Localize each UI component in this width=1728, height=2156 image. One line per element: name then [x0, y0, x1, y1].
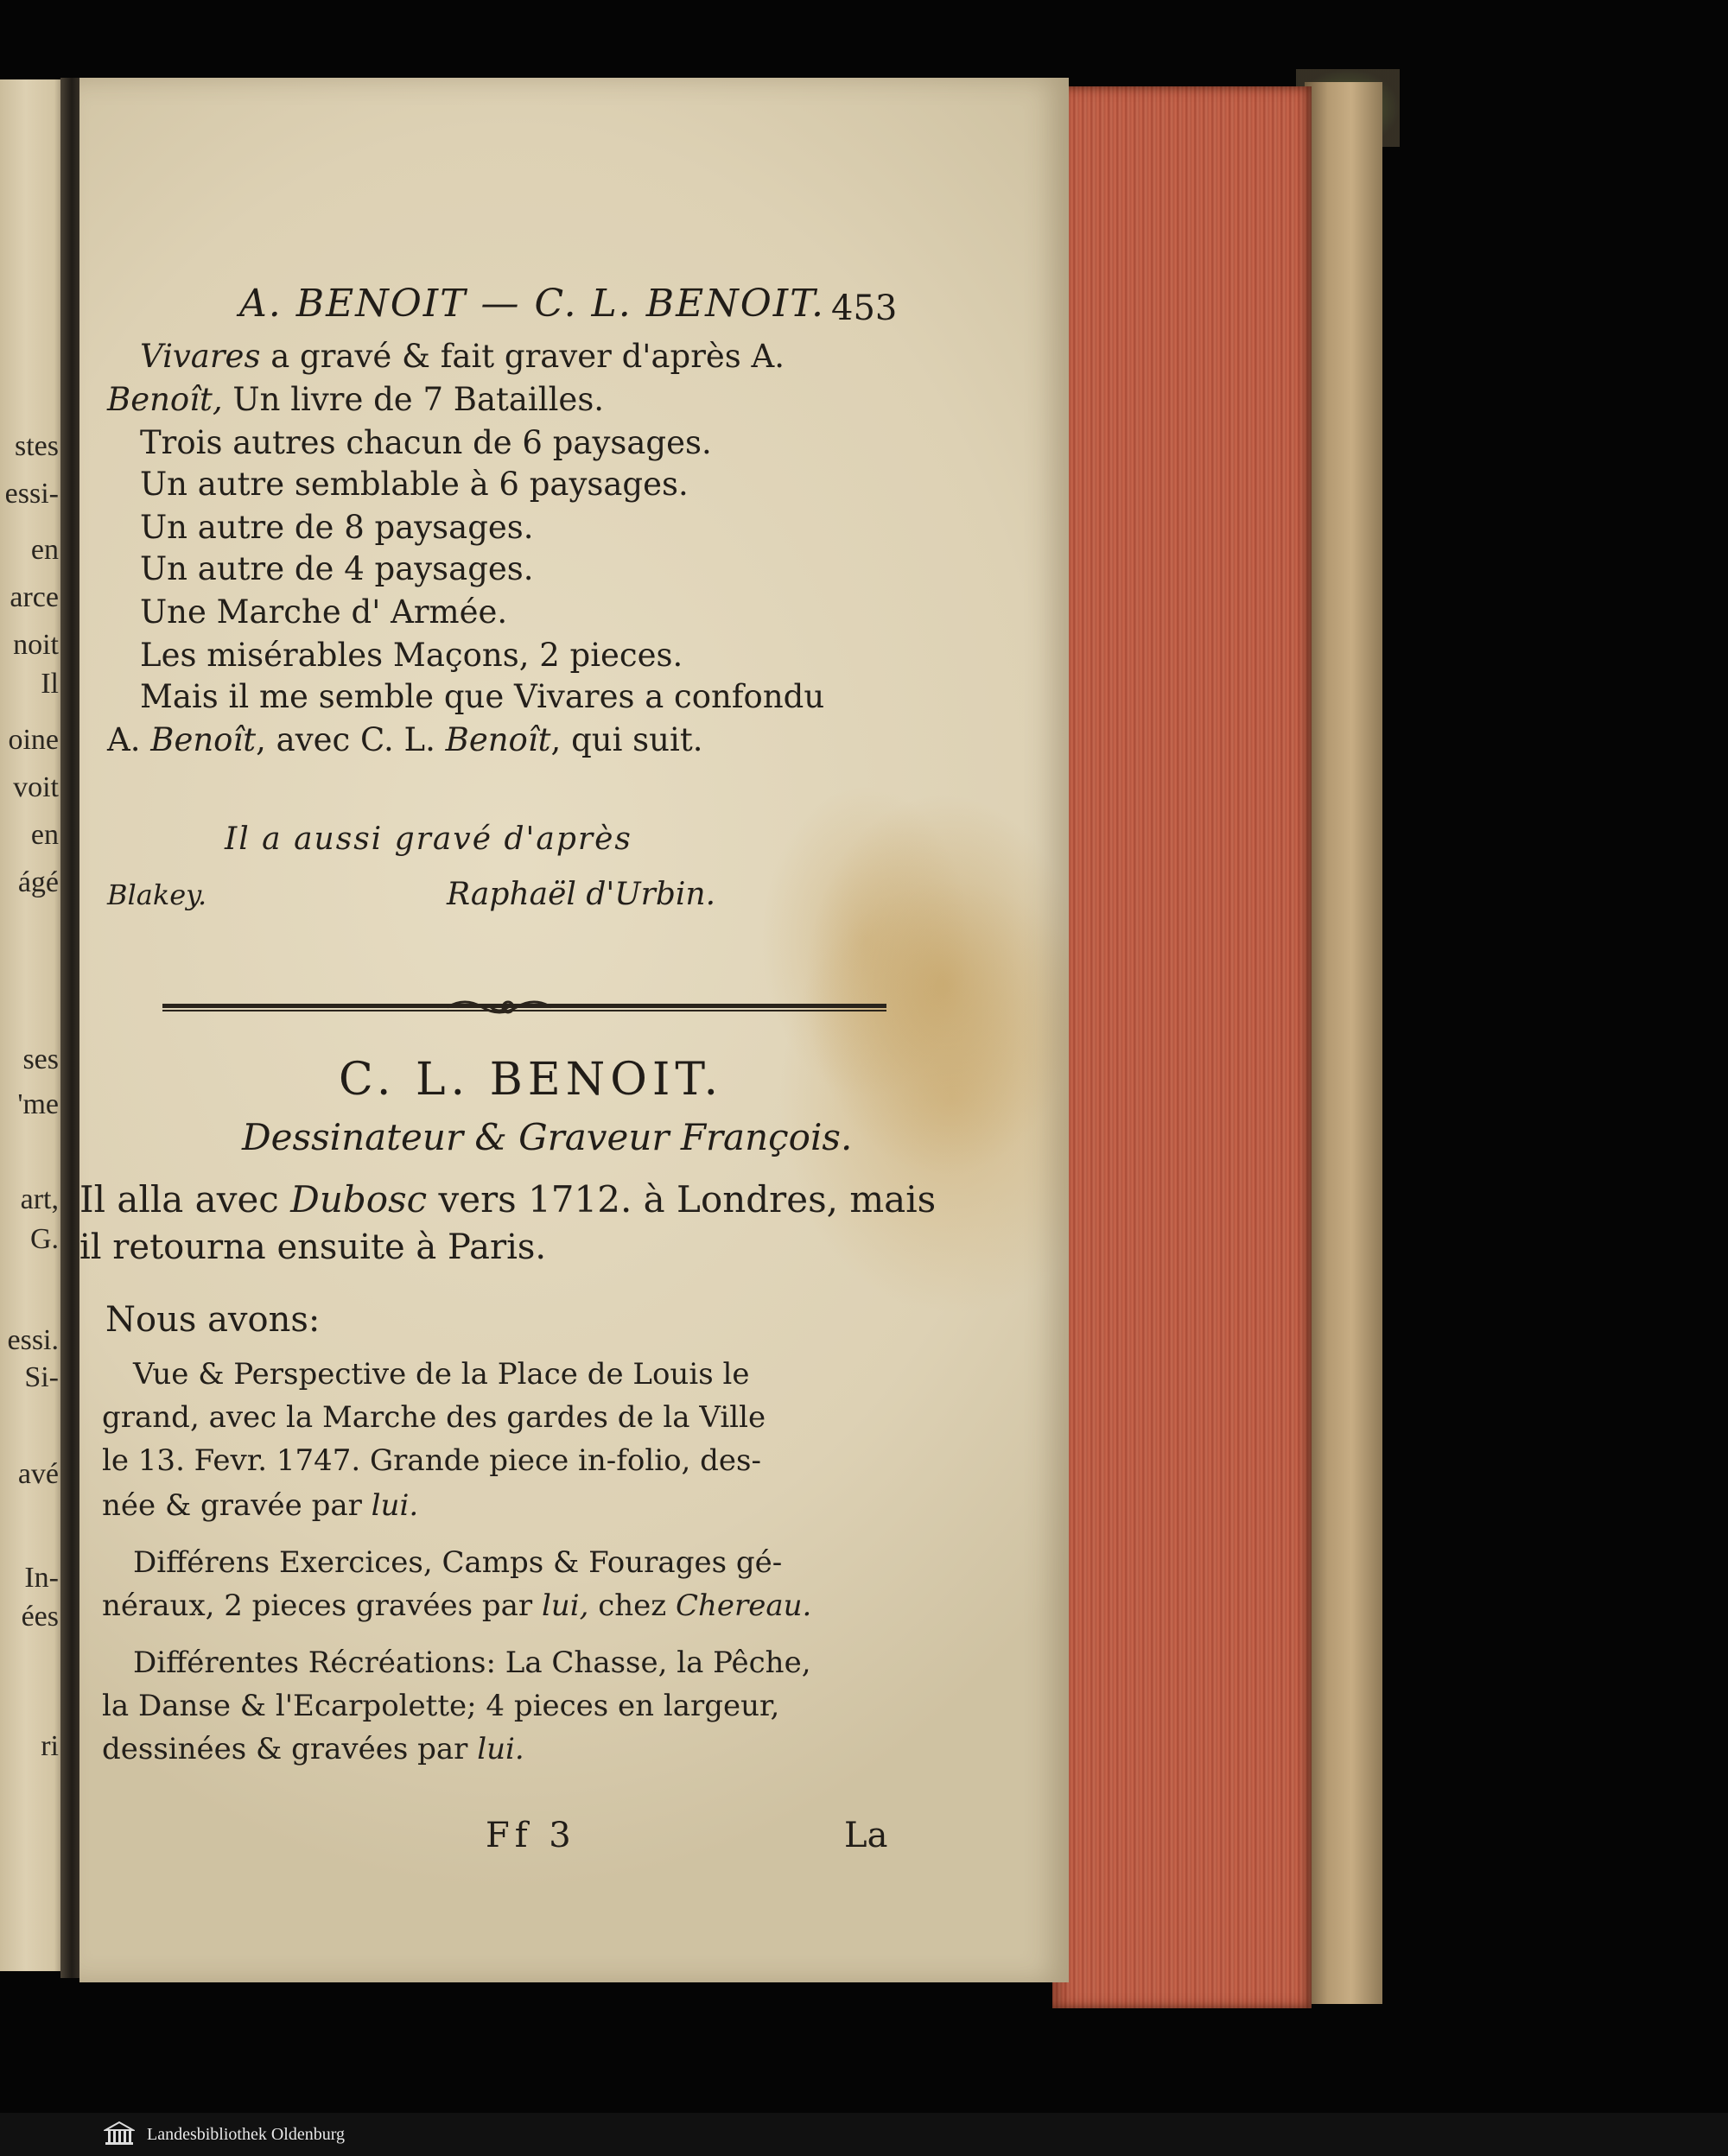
entry-line [133, 1646, 811, 1680]
italic-run: Benoît [150, 721, 257, 758]
page-fore-edge [1052, 86, 1312, 2008]
signature-mark: Ff 3 [486, 1816, 576, 1855]
left-page-fragment: ri [41, 1732, 59, 1761]
entry-line [102, 1734, 524, 1764]
also-engraved-right: Raphaël d'Urbin. [447, 877, 716, 912]
ornamental-divider [162, 997, 886, 1019]
left-page-fragment: noit [13, 631, 59, 660]
section1-line [140, 678, 825, 715]
left-page-fragment: essi- [4, 479, 59, 509]
entry-line [102, 1488, 419, 1523]
left-page-fragment: 'me [17, 1090, 59, 1119]
text-run: la Danse & l'Ecarpolette; 4 pieces en largeur, [102, 1689, 780, 1723]
left-page-fragment: arce [10, 583, 59, 612]
left-page-fragment: ées [21, 1602, 59, 1632]
text-run: Un livre de 7 Batailles. [222, 381, 605, 418]
left-page-fragment: stes [15, 432, 59, 461]
section1-line [107, 721, 703, 758]
italic-run: Vivares [140, 338, 261, 375]
section1-line [140, 338, 785, 375]
section1-line [140, 509, 534, 546]
text-run: chez [588, 1588, 676, 1623]
italic-run: lui, [541, 1588, 589, 1623]
entry-line [102, 1400, 766, 1435]
left-page-fragment: oine [8, 726, 59, 755]
left-page-fragment: avé [17, 1460, 59, 1489]
text-run: Un autre de 8 paysages. [140, 509, 534, 546]
section1-line [107, 381, 605, 418]
left-page-fragment: In- [24, 1563, 59, 1593]
running-head: A. BENOIT — C. L. BENOIT. [239, 282, 826, 326]
also-engraved-left: Blakey. [107, 878, 207, 911]
text-run: Différens Exercices, Camps & Fourages gé- [133, 1545, 783, 1580]
left-page-fragment: Si- [24, 1363, 59, 1392]
text-run: dessinées & gravées par [102, 1732, 478, 1766]
left-page-fragment: essi. [7, 1326, 59, 1355]
section1-line [140, 637, 683, 674]
text-run: Mais il me semble que Vivares a confondu [140, 678, 825, 715]
text-run: Les misérables Maçons, 2 pieces. [140, 637, 683, 674]
left-page-fragment: ágé [17, 868, 59, 897]
intro-line [79, 1178, 937, 1221]
left-page-fragment: en [30, 821, 59, 850]
catchword: La [844, 1816, 888, 1855]
text-run: Une Marche d' Armée. [140, 593, 508, 631]
text-run: , avec C. L. [256, 721, 446, 758]
left-page-fragment: art, [20, 1185, 59, 1214]
section1-line [140, 550, 534, 587]
italic-run: Benoît [445, 721, 551, 758]
italic-run: Dubosc [290, 1178, 428, 1221]
library-building-icon [104, 2120, 135, 2146]
left-page-fragment: G. [29, 1225, 59, 1254]
left-page-fragment: voit [13, 773, 59, 802]
entry-line [102, 1691, 779, 1721]
text-run: néraux, 2 pieces gravées par [102, 1588, 542, 1623]
text-run: née & gravée par [102, 1488, 372, 1523]
italic-run: Benoît, [107, 381, 223, 418]
text-run: Il alla avec [79, 1178, 291, 1221]
entry-line [102, 1443, 761, 1478]
italic-run: lui. [477, 1732, 524, 1766]
entry-line [133, 1357, 750, 1392]
section1-line [140, 424, 712, 461]
book-cover-edge [1305, 82, 1382, 2004]
text-run: Différentes Récréations: La Chasse, la Pêche, [133, 1646, 811, 1680]
italic-run: lui. [371, 1488, 419, 1523]
text-run: Un autre de 4 paysages. [140, 550, 534, 587]
section1-line [140, 593, 508, 631]
text-run: a gravé & fait graver d'après A. [260, 338, 785, 375]
left-page-fragment: en [30, 536, 59, 565]
left-page-fragment: ses [22, 1045, 59, 1075]
library-name: Landesbibliothek Oldenburg [147, 2125, 346, 2144]
text-run: A. [107, 721, 151, 758]
section1-line [140, 466, 689, 503]
also-engraved-heading: Il a aussi gravé d'après [225, 821, 632, 857]
entry-line [102, 1588, 812, 1623]
text-run: vers 1712. à Londres, mais [427, 1178, 937, 1221]
section-subtitle: Dessinateur & Graveur François. [242, 1116, 853, 1158]
text-run: grand, avec la Marche des gardes de la Ville [102, 1400, 766, 1435]
section-title: C. L. BENOIT. [339, 1054, 723, 1106]
left-page-fragment: Il [41, 669, 59, 699]
nous-avons: Nous avons: [105, 1300, 321, 1340]
text-run: le 13. Fevr. 1747. Grande piece in-folio, des- [102, 1443, 761, 1478]
text-run: Vue & Perspective de la Place de Louis le [133, 1357, 750, 1392]
text-run: il retourna ensuite à Paris. [79, 1227, 547, 1267]
text-run: , qui suit. [550, 721, 703, 758]
intro-line [79, 1227, 547, 1267]
book-page [79, 78, 1069, 1982]
italic-run: Chereau. [675, 1588, 812, 1623]
page-number: 453 [831, 289, 898, 328]
text-run: Trois autres chacun de 6 paysages. [140, 424, 712, 461]
entry-line [133, 1545, 783, 1580]
text-run: Un autre semblable à 6 paysages. [140, 466, 689, 503]
left-facing-page [0, 79, 64, 1971]
